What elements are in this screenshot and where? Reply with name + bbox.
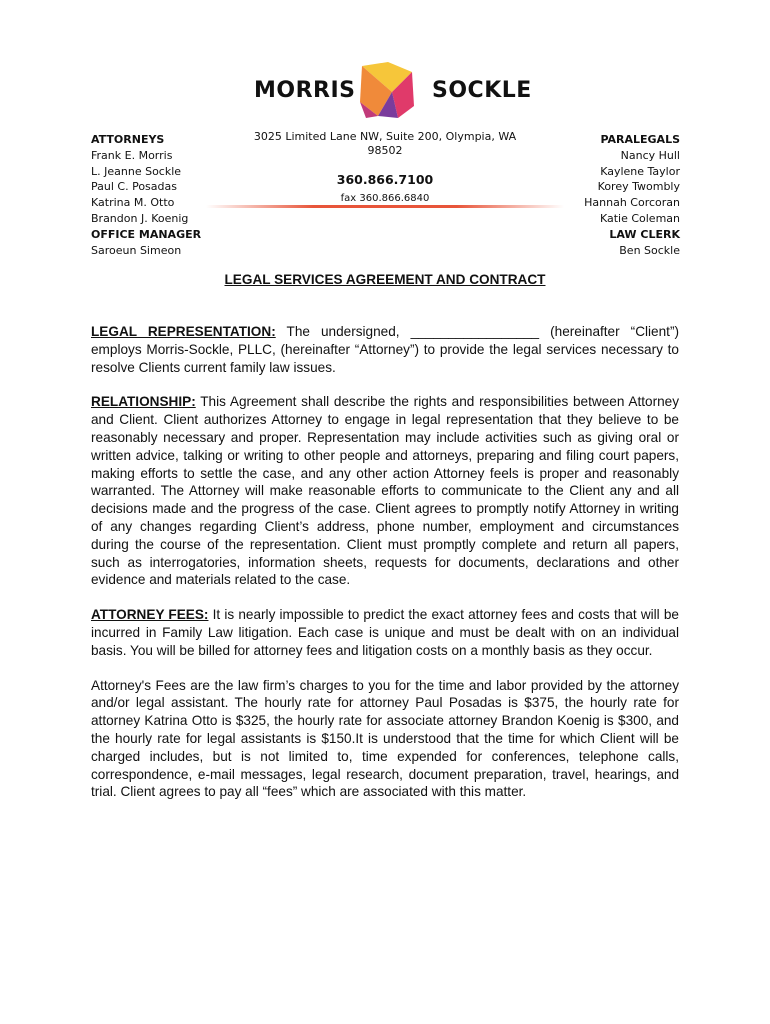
- section-attorney-fees: [91, 606, 679, 659]
- section-heading: LEGAL REPRESENTATION:: [91, 324, 276, 339]
- paralegal-name: Korey Twombly: [597, 180, 680, 194]
- fax-number: fax 360.866.6840: [340, 193, 430, 204]
- attorney-name: Paul C. Posadas: [91, 180, 177, 194]
- office-address: 3025 Limited Lane NW, Suite 200, Olympia, WA 98502: [253, 130, 517, 157]
- paralegals-label: PARALEGALS: [600, 133, 680, 146]
- section-fee-details: [91, 677, 679, 802]
- law-clerk-label: LAW CLERK: [609, 227, 680, 241]
- letterhead-divider: [206, 205, 564, 208]
- staff-right-column: [584, 132, 680, 258]
- section-relationship: [91, 393, 679, 589]
- office-manager-name: Saroeun Simeon: [91, 243, 182, 257]
- paralegal-name: Hannah Corcoran: [584, 196, 680, 210]
- section-text: It is nearly impossible to predict the exact attorney fees and costs that will be incurred in Family Law litigation. Each case is unique and must be dealt with on an individual basis. You will be billed for attorney fees and litigation costs on a monthly basis as they occur.: [91, 607, 679, 658]
- paralegal-name: Kaylene Taylor: [600, 164, 680, 178]
- paralegal-name: Katie Coleman: [599, 211, 680, 225]
- document-title: LEGAL SERVICES AGREEMENT AND CONTRACT: [224, 272, 546, 287]
- letterhead-brand: [0, 62, 770, 118]
- section-text: Attorney's Fees are the law firm’s charges to you for the time and labor provided by the attorney and/or legal assistant. The hourly rate for attorney Paul Posadas is $375, the hourly rate for attorney Katrina Otto is $325, the hourly rate for associate attorney Brandon Koenig is $300, and the hourly rate for legal assistants is $150.It is understood that the time for which Client will be charged includes, but is not limited to, time expended for conferences, telephone calls, correspondence, e-mail messages, legal research, document preparation, travel, hearings, and trial. Client agrees to pay all “fees” which are associated with this matter.: [91, 677, 679, 800]
- agreement-body: [91, 323, 679, 818]
- attorney-name: L. Jeanne Sockle: [91, 164, 182, 178]
- section-heading: RELATIONSHIP:: [91, 394, 196, 410]
- attorneys-label: ATTORNEYS: [91, 133, 165, 146]
- attorney-name: Frank E. Morris: [91, 148, 173, 162]
- attorney-name: Katrina M. Otto: [91, 196, 175, 210]
- contact-info: [240, 130, 530, 205]
- section-text: This Agreement shall describe the rights and responsibilities between Attorney and Client. Client authorizes Attorney to engage in legal representation that they believe to be reasonably necessary and proper. Representation may include activities such as giving oral or written advice, talking or writing to other people and attorneys, preparing and filing court papers, making efforts to settle the case, and any other action Attorney feels is proper and reasonably warranted. The Attorney will make reasonable efforts to communicate to the Client any and all decisions made and the progress of the case. Client agrees to promptly notify Attorney in writing of any changes regarding Client’s address, phone number, employment and circumstances during the course of the representation. Client must promptly complete and return all papers, such as interrogatories, information sheets, requests for documents, declarations and other evidence and materials related to the case.: [91, 394, 680, 588]
- staff-left-column: [91, 132, 201, 258]
- section-text: The undersigned, _________________ (hereinafter “Client”) employs Morris-Sockle, PLLC, (hereinafter “Attorney”) to provide the legal services necessary to resolve Clients current family law issues.: [91, 324, 680, 375]
- brand-name-left: MORRIS: [254, 78, 356, 103]
- section-heading: ATTORNEY FEES:: [91, 607, 209, 623]
- office-manager-label: OFFICE MANAGER: [91, 227, 202, 241]
- law-clerk-name: Ben Sockle: [619, 243, 680, 257]
- brand-name-right: SOCKLE: [432, 78, 532, 103]
- brand-logo-icon: [358, 62, 416, 118]
- attorney-name: Brandon J. Koenig: [91, 211, 189, 225]
- section-legal-representation: [91, 323, 679, 376]
- phone-number: 360.866.7100: [336, 172, 434, 187]
- paralegal-name: Nancy Hull: [620, 148, 680, 162]
